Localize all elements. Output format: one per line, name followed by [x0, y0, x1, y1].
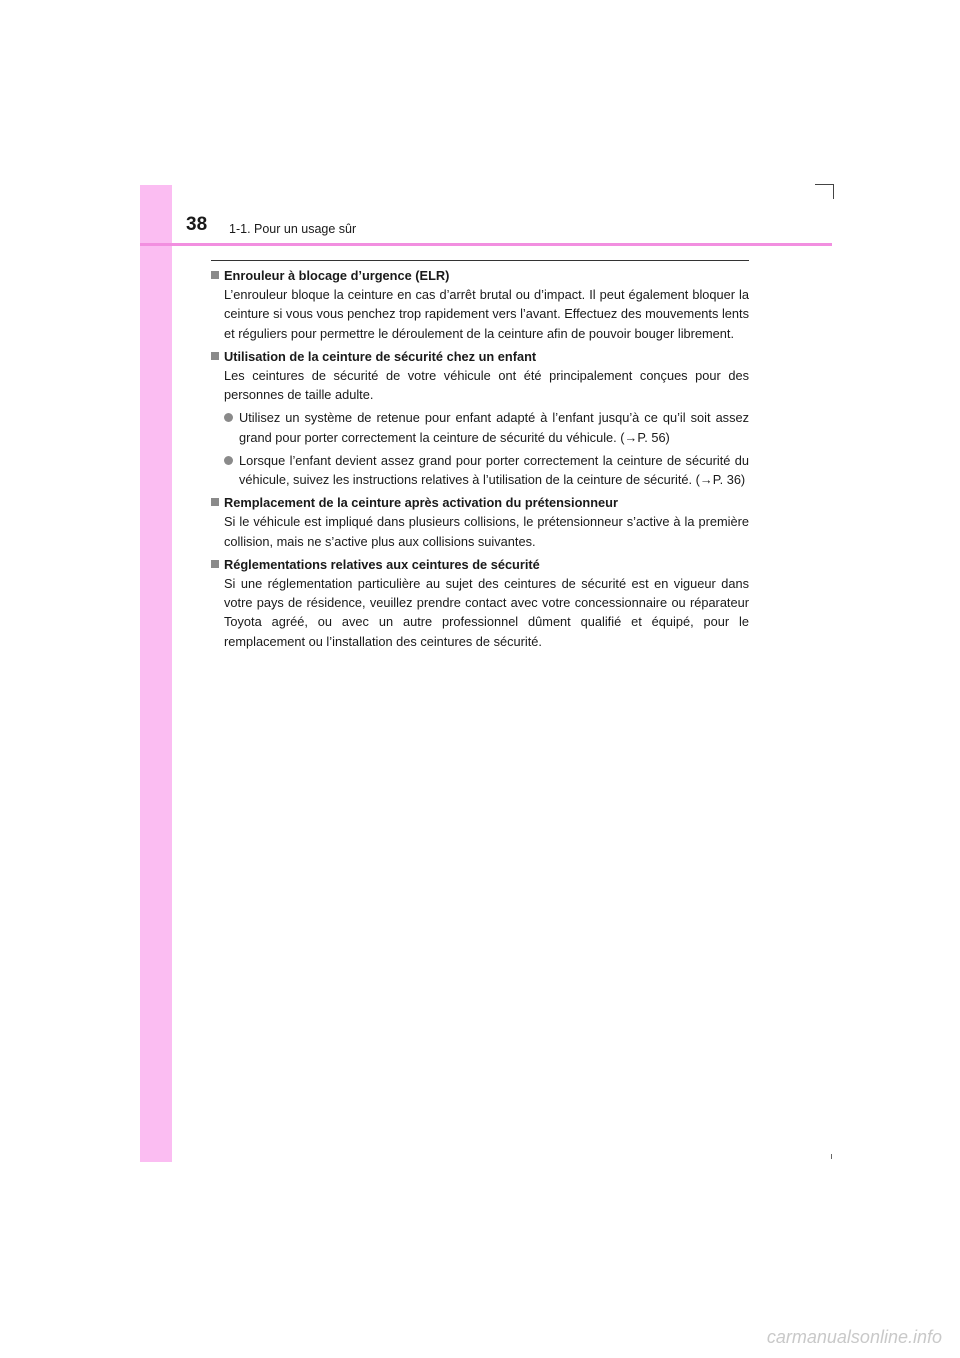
header-color-tab	[140, 185, 172, 244]
item-title: Réglementations relatives aux ceintures de sécurité	[224, 556, 540, 572]
info-item-child	[211, 347, 749, 489]
item-paragraph: Si le véhicule est impliqué dans plusieurs collisions, le prétensionneur s’active à la première collision, mais ne s’active plus aux collisions suivantes.	[224, 514, 749, 549]
item-paragraph: Les ceintures de sécurité de votre véhicule ont été principalement conçues pour des personnes de taille adulte.	[224, 368, 749, 403]
circle-icon	[224, 456, 233, 465]
circle-icon	[224, 413, 233, 422]
square-icon	[211, 352, 219, 360]
item-title: Enrouleur à blocage d’urgence (ELR)	[224, 268, 450, 283]
square-icon	[211, 271, 219, 279]
watermark: carmanualsonline.info	[766, 1327, 942, 1347]
item-heading	[211, 347, 749, 366]
info-item-pretensioner	[211, 493, 749, 551]
side-color-band	[140, 185, 172, 1162]
item-paragraph: L’enrouleur bloque la ceinture en cas d’arrêt brutal ou d’impact. Il peut également bloquer la ceinture si vous vous penchez trop rapidement vers l’avant. Effectuez des mouvements lents et réguliers pour permettre le déroulement de la ceinture afin de pouvoir bouger librement.	[224, 287, 749, 341]
page-number: 38	[186, 214, 208, 235]
info-item-regulations	[211, 555, 749, 651]
item-title: Utilisation de la ceinture de sécurité chez un enfant	[224, 348, 537, 364]
square-icon	[211, 498, 219, 506]
item-heading	[211, 266, 749, 285]
content-body	[211, 266, 749, 655]
item-paragraph: Si une réglementation particulière au sujet des ceintures de sécurité est en vigueur dans votre pays de résidence, veuillez prendre contact avec votre concessionnaire ou réparateur Toyota agréé, ou avec un autre professionnel dûment qualifié et équipé, pour le remplacement ou l’installation des ceintures de sécurité.	[224, 576, 749, 649]
header-divider	[140, 243, 832, 246]
list-item	[224, 451, 749, 489]
crop-mark-icon	[815, 184, 834, 199]
square-icon	[211, 560, 219, 568]
content-top-rule	[211, 260, 749, 261]
item-heading	[211, 555, 749, 574]
section-title: 1-1. Pour un usage sûr	[229, 222, 357, 236]
bullet-text: Utilisez un système de retenue pour enfant adapté à l’enfant jusqu’à ce qu’il soit assez grand pour porter correctement la ceinture de sécurité du véhicule. (→P. 56)	[239, 410, 749, 445]
list-item	[224, 408, 749, 446]
info-item-elr	[211, 266, 749, 343]
bullet-text: Lorsque l’enfant devient assez grand pour porter correctement la ceinture de sécurité du véhicule, suivez les instructions relatives à l’utilisation de la ceinture de sécurité. (→P. 36)	[239, 452, 749, 488]
crop-tick-icon	[831, 1154, 832, 1159]
item-title: Remplacement de la ceinture après activation du prétensionneur	[224, 495, 618, 511]
item-heading	[211, 493, 749, 512]
